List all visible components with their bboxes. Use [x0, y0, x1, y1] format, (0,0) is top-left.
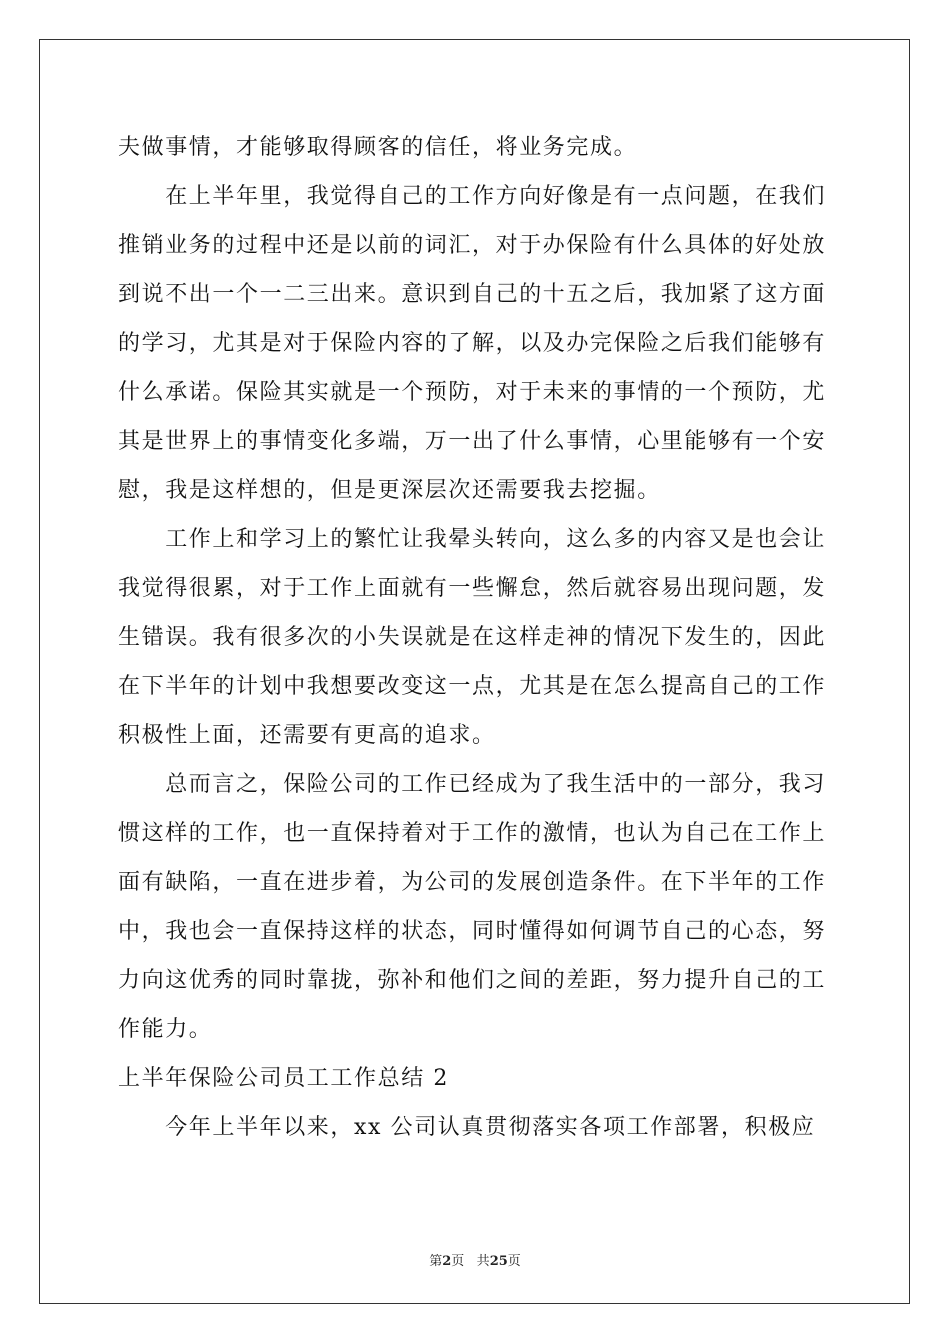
text-line: 夫做事情，才能够取得顾客的信任，将业务完成。	[118, 135, 638, 160]
text-line: 其是世界上的事情变化多端，万一出了什么事情，心里能够有一个安	[118, 429, 827, 454]
text-line: 什么承诺。保险其实就是一个预防，对于未来的事情的一个预防，尤	[118, 380, 827, 405]
document-body	[118, 128, 833, 1157]
text-line: 力向这优秀的同时靠拢，弥补和他们之间的差距，努力提升自己的工	[118, 968, 827, 993]
text-line: 推销业务的过程中还是以前的词汇，对于办保险有什么具体的好处放	[118, 233, 827, 258]
text-line: 到说不出一个一二三出来。意识到自己的十五之后，我加紧了这方面	[118, 282, 827, 307]
text-line: 总而言之，保险公司的工作已经成为了我生活中的一部分，我习	[118, 772, 827, 797]
total-prefix: 共	[476, 1254, 490, 1269]
text-line: 面有缺陷，一直在进步着，为公司的发展创造条件。在下半年的工作	[118, 870, 827, 895]
current-page-number: 2	[442, 1254, 452, 1269]
text-line: 中，我也会一直保持这样的状态，同时懂得如何调节自己的心态，努	[118, 919, 827, 944]
text-line: 工作上和学习上的繁忙让我晕头转向，这么多的内容又是也会让	[118, 527, 827, 552]
text-line: 我觉得很累，对于工作上面就有一些懈怠，然后就容易出现问题，发	[118, 576, 827, 601]
text-line: 在下半年的计划中我想要改变这一点，尤其是在怎么提高自己的工作	[118, 674, 827, 699]
page-prefix: 第	[429, 1254, 443, 1269]
total-pages-number: 25	[489, 1254, 508, 1269]
text-line: 的学习，尤其是对于保险内容的了解，以及办完保险之后我们能够有	[118, 331, 827, 356]
text-line: 惯这样的工作，也一直保持着对于工作的激情，也认为自己在工作上	[118, 821, 827, 846]
text-line: 生错误。我有很多次的小失误就是在这样走神的情况下发生的，因此	[118, 625, 827, 650]
text-line: 作能力。	[118, 1017, 213, 1042]
section-heading: 上半年保险公司员工工作总结 2	[118, 1066, 449, 1091]
page-footer	[0, 1250, 950, 1269]
text-line: 慰，我是这样想的，但是更深层次还需要我去挖掘。	[118, 478, 661, 503]
page-suffix: 页	[451, 1254, 465, 1269]
text-line: 积极性上面，还需要有更高的追求。	[118, 723, 496, 748]
text-line: 今年上半年以来，xx 公司认真贯彻落实各项工作部署，积极应	[118, 1115, 816, 1140]
total-suffix: 页	[507, 1254, 521, 1269]
text-line: 在上半年里，我觉得自己的工作方向好像是有一点问题，在我们	[118, 184, 827, 209]
